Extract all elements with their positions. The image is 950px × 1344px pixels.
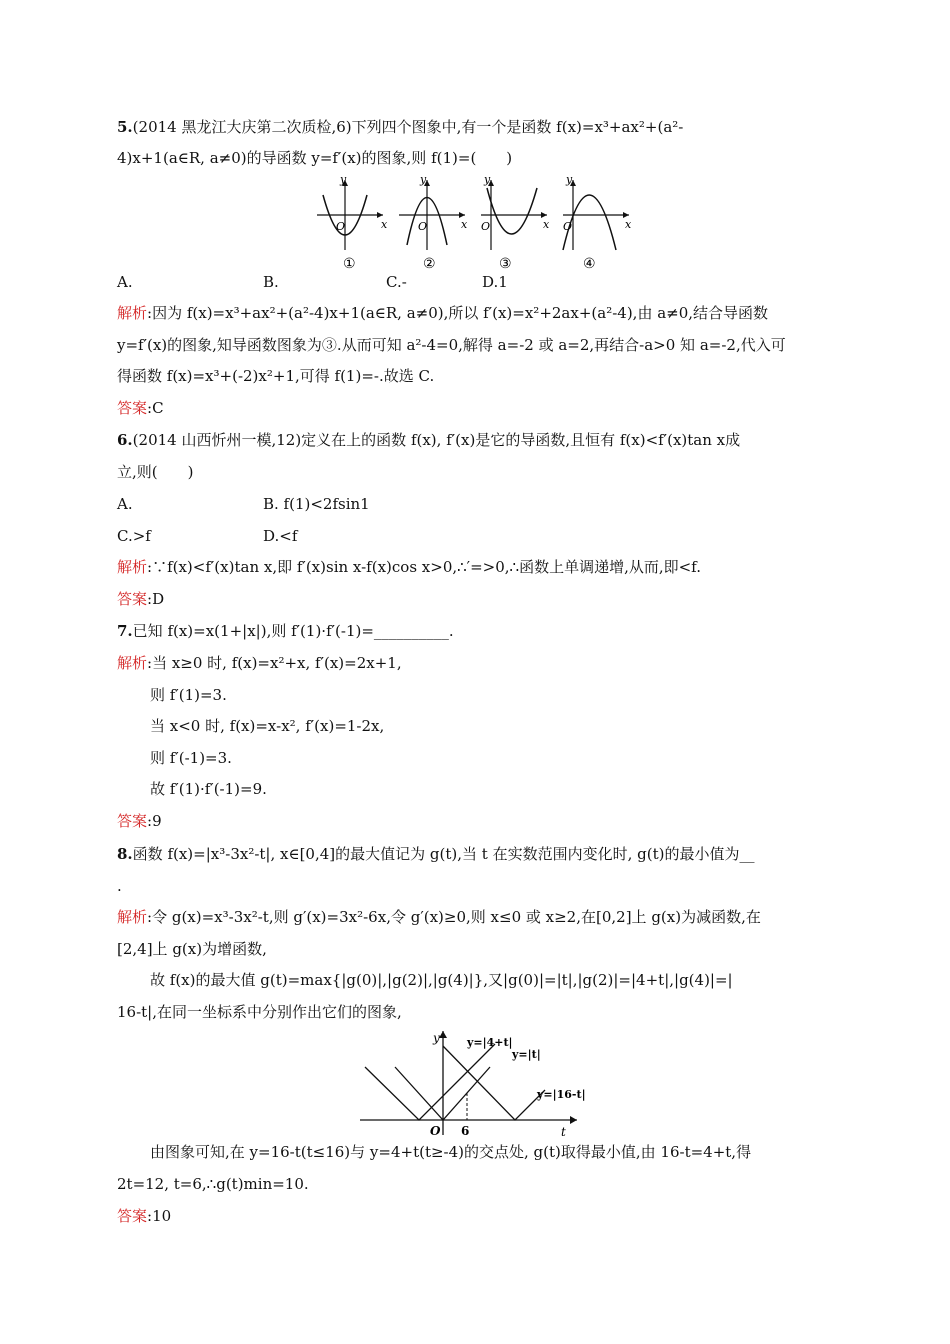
q8-stem-line1: 8.函数 f(x)=|x³-3x²-t|, x∈[0,4]的最大值记为 g(t),当 t 在实数范围内变化时, g(t)的最小值为__ bbox=[117, 845, 755, 863]
graph-label-4-plus-t: y=|4+t| bbox=[467, 1036, 513, 1049]
q5-graph-4 bbox=[563, 173, 632, 272]
q7-number: 7. bbox=[117, 622, 133, 640]
svg-text:y: y bbox=[433, 1031, 440, 1045]
answer-label: 答案 bbox=[117, 1207, 148, 1225]
graph-label-2: ② bbox=[423, 256, 436, 272]
analysis-label: 解析 bbox=[117, 908, 148, 926]
q5-graphs bbox=[315, 170, 635, 275]
q7-analysis-line1: 解析:当 x≥0 时, f(x)=x²+x, f′(x)=2x+1, bbox=[117, 654, 402, 672]
svg-text:O: O bbox=[418, 220, 428, 233]
q7-step-4: 故 f′(1)·f′(-1)=9. bbox=[150, 780, 267, 798]
q8-analysis-line2: [2,4]上 g(x)为增函数, bbox=[117, 940, 267, 958]
q5-answer: 答案:C bbox=[117, 399, 164, 417]
q8-para3: 由图象可知,在 y=16-t(t≤16)与 y=4+t(t≥-4)的交点处, g(t)取得最小值,由 16-t=4+t,得 bbox=[150, 1143, 752, 1161]
q7-step-3: 则 f′(-1)=3. bbox=[150, 749, 232, 767]
graph-label-4: ④ bbox=[583, 256, 596, 272]
q8-number: 8. bbox=[117, 845, 133, 863]
q6-stem-line1: 6.(2014 山西忻州一模,12)定义在上的函数 f(x), f′(x)是它的导函数,且恒有 f(x)<f′(x)tan x成 bbox=[117, 431, 741, 449]
q7-step-1: 则 f′(1)=3. bbox=[150, 686, 227, 704]
svg-text:x: x bbox=[461, 218, 468, 231]
q8-analysis-line1: 解析:令 g(x)=x³-3x²-t,则 g′(x)=3x²-6x,令 g′(x)≥0,则 x≤0 或 x≥2,在[0,2]上 g(x)为减函数,在 bbox=[117, 908, 761, 926]
q7-stem: 7.已知 f(x)=x(1+|x|),则 f′(1)·f′(-1)=__________. bbox=[117, 622, 454, 640]
q5-choice-c: C.- bbox=[386, 273, 407, 291]
q5-number: 5. bbox=[117, 118, 133, 136]
answer-label: 答案 bbox=[117, 812, 148, 830]
svg-text:t: t bbox=[561, 1125, 566, 1137]
svg-text:x: x bbox=[543, 218, 550, 231]
answer-label: 答案 bbox=[117, 590, 148, 608]
q5-choice-b: B. bbox=[263, 273, 279, 291]
q8-para1: 故 f(x)的最大值 g(t)=max{|g(0)|,|g(2)|,|g(4)|},又|g(0)|=|t|,|g(2)|=|4+t|,|g(4)|=| bbox=[150, 971, 733, 989]
q8-para4: 2t=12, t=6,∴g(t)min=10. bbox=[117, 1175, 309, 1193]
q8-stem-line2: . bbox=[117, 877, 122, 895]
svg-text:O: O bbox=[481, 220, 491, 233]
svg-text:y: y bbox=[566, 173, 573, 186]
q7-step-2: 当 x<0 时, f(x)=x-x², f′(x)=1-2x, bbox=[150, 717, 385, 735]
q5-stem-line2: 4)x+1(a∈R, a≠0)的导函数 y=f′(x)的图象,则 f(1)=( ) bbox=[117, 149, 513, 167]
q6-choice-d: D.<f bbox=[263, 527, 298, 545]
svg-text:x: x bbox=[625, 218, 632, 231]
q6-choice-c: C.>f bbox=[117, 527, 151, 545]
q6-choice-b: B. f(1)<2fsin1 bbox=[263, 495, 370, 513]
graph-label-abs-t: y=|t| bbox=[512, 1048, 541, 1061]
q5-choice-d: D.1 bbox=[482, 273, 508, 291]
q8-graph bbox=[355, 1025, 595, 1137]
graph-line-4-plus-t bbox=[365, 1044, 495, 1120]
q8-para2: 16-t|,在同一坐标系中分别作出它们的图象, bbox=[117, 1003, 402, 1021]
svg-text:O: O bbox=[563, 220, 573, 233]
answer-label: 答案 bbox=[117, 399, 148, 417]
q8-answer: 答案:10 bbox=[117, 1207, 172, 1225]
graph-label-3: ③ bbox=[499, 256, 512, 272]
graph-label-16-minus-t: y=|16-t| bbox=[537, 1088, 586, 1101]
q6-analysis: 解析:∵f(x)<f′(x)tan x,即 f′(x)sin x-f(x)cos x>0,∴′=>0,∴函数上单调递增,从而,即<f. bbox=[117, 558, 701, 576]
graph-label-1: ① bbox=[343, 256, 356, 272]
q5-analysis-line1: 解析:因为 f(x)=x³+ax²+(a²-4)x+1(a∈R, a≠0),所以 f′(x)=x²+2ax+(a²-4),由 a≠0,结合导函数 bbox=[117, 304, 769, 322]
analysis-label: 解析 bbox=[117, 304, 148, 322]
analysis-label: 解析 bbox=[117, 558, 148, 576]
q5-graph-3 bbox=[481, 173, 550, 272]
svg-text:y: y bbox=[340, 173, 347, 186]
q5-stem-line1: 5.(2014 黑龙江大庆第二次质检,6)下列四个图象中,有一个是函数 f(x)=x³+ax²+(a²- bbox=[117, 118, 684, 136]
q7-answer: 答案:9 bbox=[117, 812, 162, 830]
q6-stem-line2: 立,则( ) bbox=[117, 463, 194, 481]
q6-answer: 答案:D bbox=[117, 590, 165, 608]
svg-text:O: O bbox=[430, 1124, 441, 1137]
q6-choice-a: A. bbox=[117, 495, 133, 513]
svg-text:y: y bbox=[420, 173, 427, 186]
q5-graph-1 bbox=[317, 173, 388, 272]
svg-text:O: O bbox=[336, 220, 346, 233]
q5-analysis-line2: y=f′(x)的图象,知导函数图象为③.从而可知 a²-4=0,解得 a=-2 或 a=2,再结合-a>0 知 a=-2,代入可 bbox=[117, 336, 786, 354]
svg-text:x: x bbox=[381, 218, 388, 231]
svg-text:6: 6 bbox=[461, 1124, 470, 1137]
q5-choice-a: A. bbox=[117, 273, 133, 291]
q6-number: 6. bbox=[117, 431, 133, 449]
svg-text:y: y bbox=[484, 173, 491, 186]
q5-analysis-line3: 得函数 f(x)=x³+(-2)x²+1,可得 f(1)=-.故选 C. bbox=[117, 367, 435, 385]
q5-graph-2 bbox=[399, 173, 468, 272]
analysis-label: 解析 bbox=[117, 654, 148, 672]
